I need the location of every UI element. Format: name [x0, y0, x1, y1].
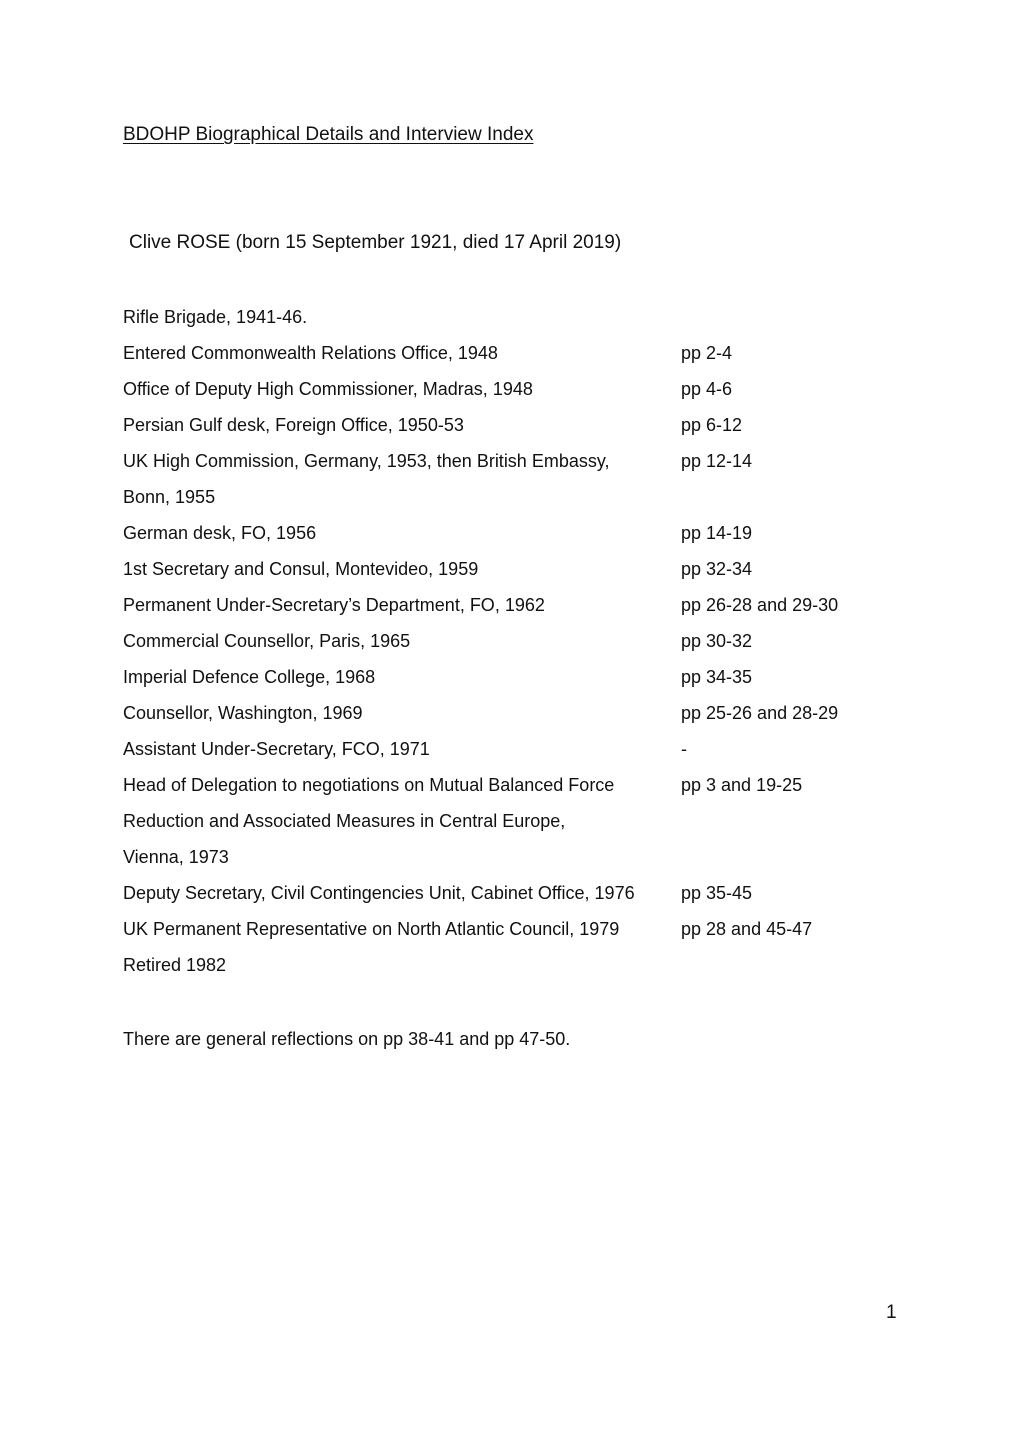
page-title: BDOHP Biographical Details and Interview Index [123, 124, 534, 145]
career-entry [123, 810, 903, 846]
career-role: Entered Commonwealth Relations Office, 1948 [123, 343, 498, 363]
general-reflections-note: There are general reflections on pp 38-41 and pp 47-50. [123, 1029, 571, 1049]
interview-pages: pp 30-32 [681, 631, 753, 651]
interview-pages: pp 35-45 [681, 883, 753, 903]
career-entry [123, 666, 903, 702]
interview-pages: pp 34-35 [681, 667, 753, 687]
interview-pages: pp 32-34 [681, 559, 753, 579]
career-entry [123, 630, 903, 666]
interview-pages: pp 28 and 45-47 [681, 919, 813, 939]
career-entry [123, 558, 903, 594]
career-entry [123, 774, 903, 810]
interview-pages [681, 810, 903, 846]
career-role: Vienna, 1973 [123, 847, 229, 867]
career-role: UK Permanent Representative on North Atlantic Council, 1979 [123, 919, 620, 939]
career-entry [123, 846, 903, 882]
career-entry [123, 882, 903, 918]
career-entry [123, 342, 903, 378]
career-role: Permanent Under-Secretary’s Department, FO, 1962 [123, 595, 545, 615]
career-index-list [123, 306, 903, 990]
career-role: Head of Delegation to negotiations on Mutual Balanced Force [123, 775, 615, 795]
interview-pages: pp 4-6 [681, 379, 733, 399]
interview-pages [681, 846, 903, 882]
career-role: Persian Gulf desk, Foreign Office, 1950-53 [123, 415, 464, 435]
career-entry [123, 954, 903, 990]
career-role: Retired 1982 [123, 955, 227, 975]
career-entry [123, 306, 903, 342]
interview-pages [681, 954, 903, 990]
career-role: 1st Secretary and Consul, Montevideo, 1959 [123, 559, 479, 579]
career-role: Rifle Brigade, 1941-46. [123, 307, 308, 327]
career-entry [123, 450, 903, 486]
career-role: Imperial Defence College, 1968 [123, 667, 376, 687]
career-entry [123, 522, 903, 558]
career-role: Reduction and Associated Measures in Central Europe, [123, 811, 566, 831]
career-role: Assistant Under-Secretary, FCO, 1971 [123, 739, 430, 759]
interview-pages: pp 3 and 19-25 [681, 775, 803, 795]
career-role: Deputy Secretary, Civil Contingencies Unit, Cabinet Office, 1976 [123, 883, 635, 903]
career-entry [123, 702, 903, 738]
career-entry [123, 594, 903, 630]
interview-pages: pp 12-14 [681, 451, 753, 471]
subject-name: Clive ROSE (born 15 September 1921, died 17 April 2019) [129, 232, 622, 253]
career-role: German desk, FO, 1956 [123, 523, 317, 543]
interview-pages: pp 6-12 [681, 415, 743, 435]
interview-pages [681, 306, 903, 342]
interview-pages: pp 2-4 [681, 343, 733, 363]
career-entry [123, 486, 903, 522]
career-entry [123, 378, 903, 414]
interview-pages: pp 14-19 [681, 523, 753, 543]
interview-pages: pp 25-26 and 28-29 [681, 703, 839, 723]
page-number: 1 [886, 1302, 897, 1323]
career-entry [123, 414, 903, 450]
career-entry [123, 738, 903, 774]
interview-pages: - [681, 739, 687, 759]
career-role: UK High Commission, Germany, 1953, then British Embassy, [123, 451, 610, 471]
career-role: Bonn, 1955 [123, 487, 216, 507]
career-role: Commercial Counsellor, Paris, 1965 [123, 631, 411, 651]
interview-pages [681, 486, 903, 522]
career-role: Counsellor, Washington, 1969 [123, 703, 363, 723]
interview-pages: pp 26-28 and 29-30 [681, 595, 839, 615]
career-entry [123, 918, 903, 954]
career-role: Office of Deputy High Commissioner, Madras, 1948 [123, 379, 533, 399]
